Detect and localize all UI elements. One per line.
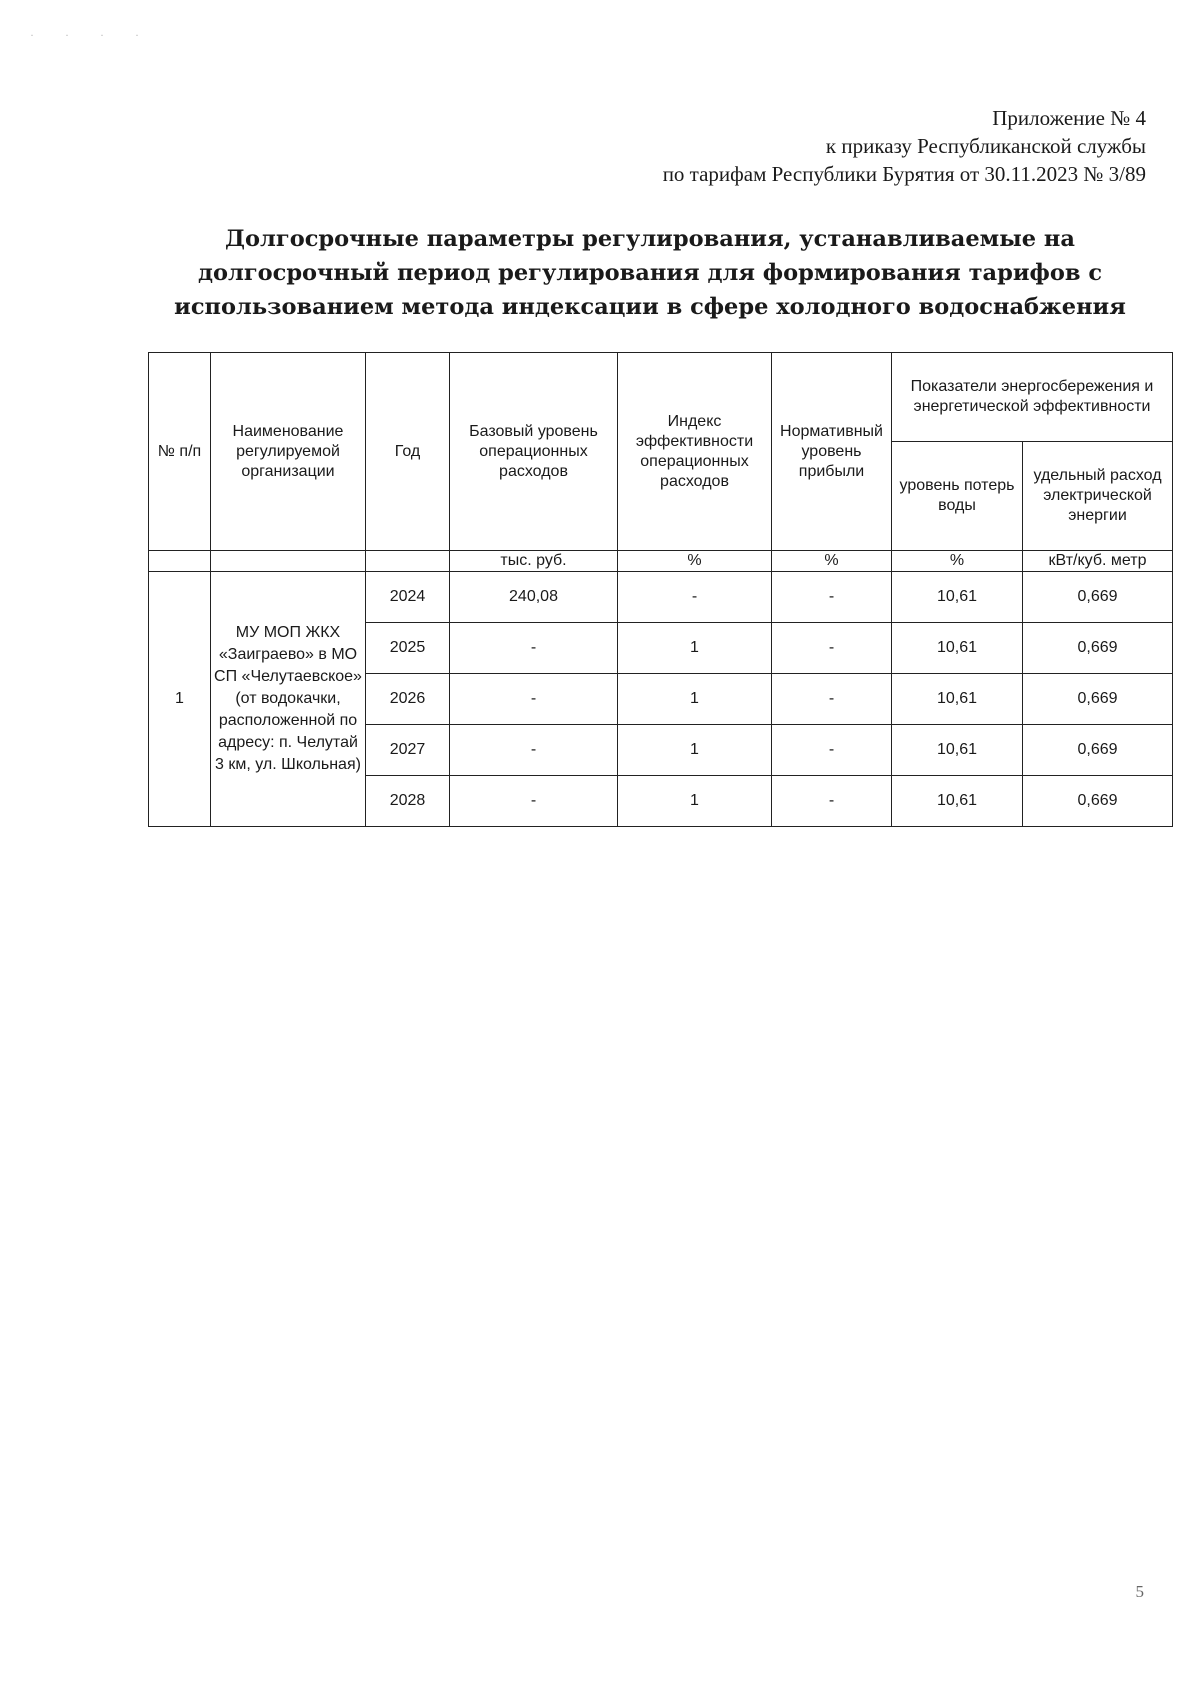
energy-consumption-cell: 0,669 <box>1023 725 1173 776</box>
header-efficiency-index: Индекс эффективности операционных расходов <box>618 353 772 551</box>
unit-empty <box>149 551 211 572</box>
water-loss-cell: 10,61 <box>892 725 1023 776</box>
profit-level-cell: - <box>772 725 892 776</box>
base-opex-cell: - <box>450 725 618 776</box>
efficiency-index-cell: 1 <box>618 725 772 776</box>
water-loss-cell: 10,61 <box>892 776 1023 827</box>
header-energy-consumption: удельный расход электрической энергии <box>1023 442 1173 551</box>
header-profit-level: Нормативный уровень прибыли <box>772 353 892 551</box>
water-loss-cell: 10,61 <box>892 572 1023 623</box>
title-line-1: Долгосрочные параметры регулирования, устанавливаемые на <box>225 226 1075 252</box>
appendix-line-2: к приказу Республиканской службы <box>825 134 1146 158</box>
efficiency-index-cell: 1 <box>618 776 772 827</box>
efficiency-index-cell: - <box>618 572 772 623</box>
water-loss-cell: 10,61 <box>892 674 1023 725</box>
row-num-cell: 1 <box>149 572 211 827</box>
year-cell: 2028 <box>366 776 450 827</box>
efficiency-index-cell: 1 <box>618 623 772 674</box>
profit-level-cell: - <box>772 674 892 725</box>
appendix-line-3: по тарифам Республики Бурятия от 30.11.2023 № 3/89 <box>662 162 1146 186</box>
unit-water-loss: % <box>892 551 1023 572</box>
unit-profit-level: % <box>772 551 892 572</box>
energy-consumption-cell: 0,669 <box>1023 623 1173 674</box>
base-opex-cell: 240,08 <box>450 572 618 623</box>
unit-efficiency-index: % <box>618 551 772 572</box>
scan-artifact-dots: · · · · <box>30 28 153 42</box>
base-opex-cell: - <box>450 776 618 827</box>
unit-empty <box>211 551 366 572</box>
unit-base-opex: тыс. руб. <box>450 551 618 572</box>
unit-energy-consumption: кВт/куб. метр <box>1023 551 1173 572</box>
title-line-3: использованием метода индексации в сфере холодного водоснабжения <box>174 294 1126 320</box>
title-line-2: долгосрочный период регулирования для формирования тарифов с <box>197 260 1103 286</box>
regulation-parameters-table <box>148 352 1173 827</box>
year-cell: 2024 <box>366 572 450 623</box>
profit-level-cell: - <box>772 623 892 674</box>
document-title <box>150 222 1150 324</box>
profit-level-cell: - <box>772 776 892 827</box>
energy-consumption-cell: 0,669 <box>1023 674 1173 725</box>
efficiency-index-cell: 1 <box>618 674 772 725</box>
year-cell: 2027 <box>366 725 450 776</box>
header-energy-group: Показатели энергосбережения и энергетической эффективности <box>892 353 1173 442</box>
unit-empty <box>366 551 450 572</box>
header-num: № п/п <box>149 353 211 551</box>
energy-consumption-cell: 0,669 <box>1023 776 1173 827</box>
header-org: Наименование регулируемой организации <box>211 353 366 551</box>
base-opex-cell: - <box>450 623 618 674</box>
energy-consumption-cell: 0,669 <box>1023 572 1173 623</box>
base-opex-cell: - <box>450 674 618 725</box>
year-cell: 2025 <box>366 623 450 674</box>
header-base-opex: Базовый уровень операционных расходов <box>450 353 618 551</box>
year-cell: 2026 <box>366 674 450 725</box>
header-year: Год <box>366 353 450 551</box>
header-water-loss: уровень потерь воды <box>892 442 1023 551</box>
page-number: 5 <box>1135 1582 1144 1601</box>
water-loss-cell: 10,61 <box>892 623 1023 674</box>
organization-name-cell: МУ МОП ЖКХ «Заиграево» в МО СП «Челутаевское» (от водокачки, расположенной по адресу: п. Челутай 3 км, ул. Школьная) <box>211 572 366 827</box>
appendix-line-1: Приложение № 4 <box>992 106 1146 130</box>
profit-level-cell: - <box>772 572 892 623</box>
appendix-header <box>663 104 1146 188</box>
units-row <box>149 551 1173 572</box>
table-row <box>149 572 1173 623</box>
